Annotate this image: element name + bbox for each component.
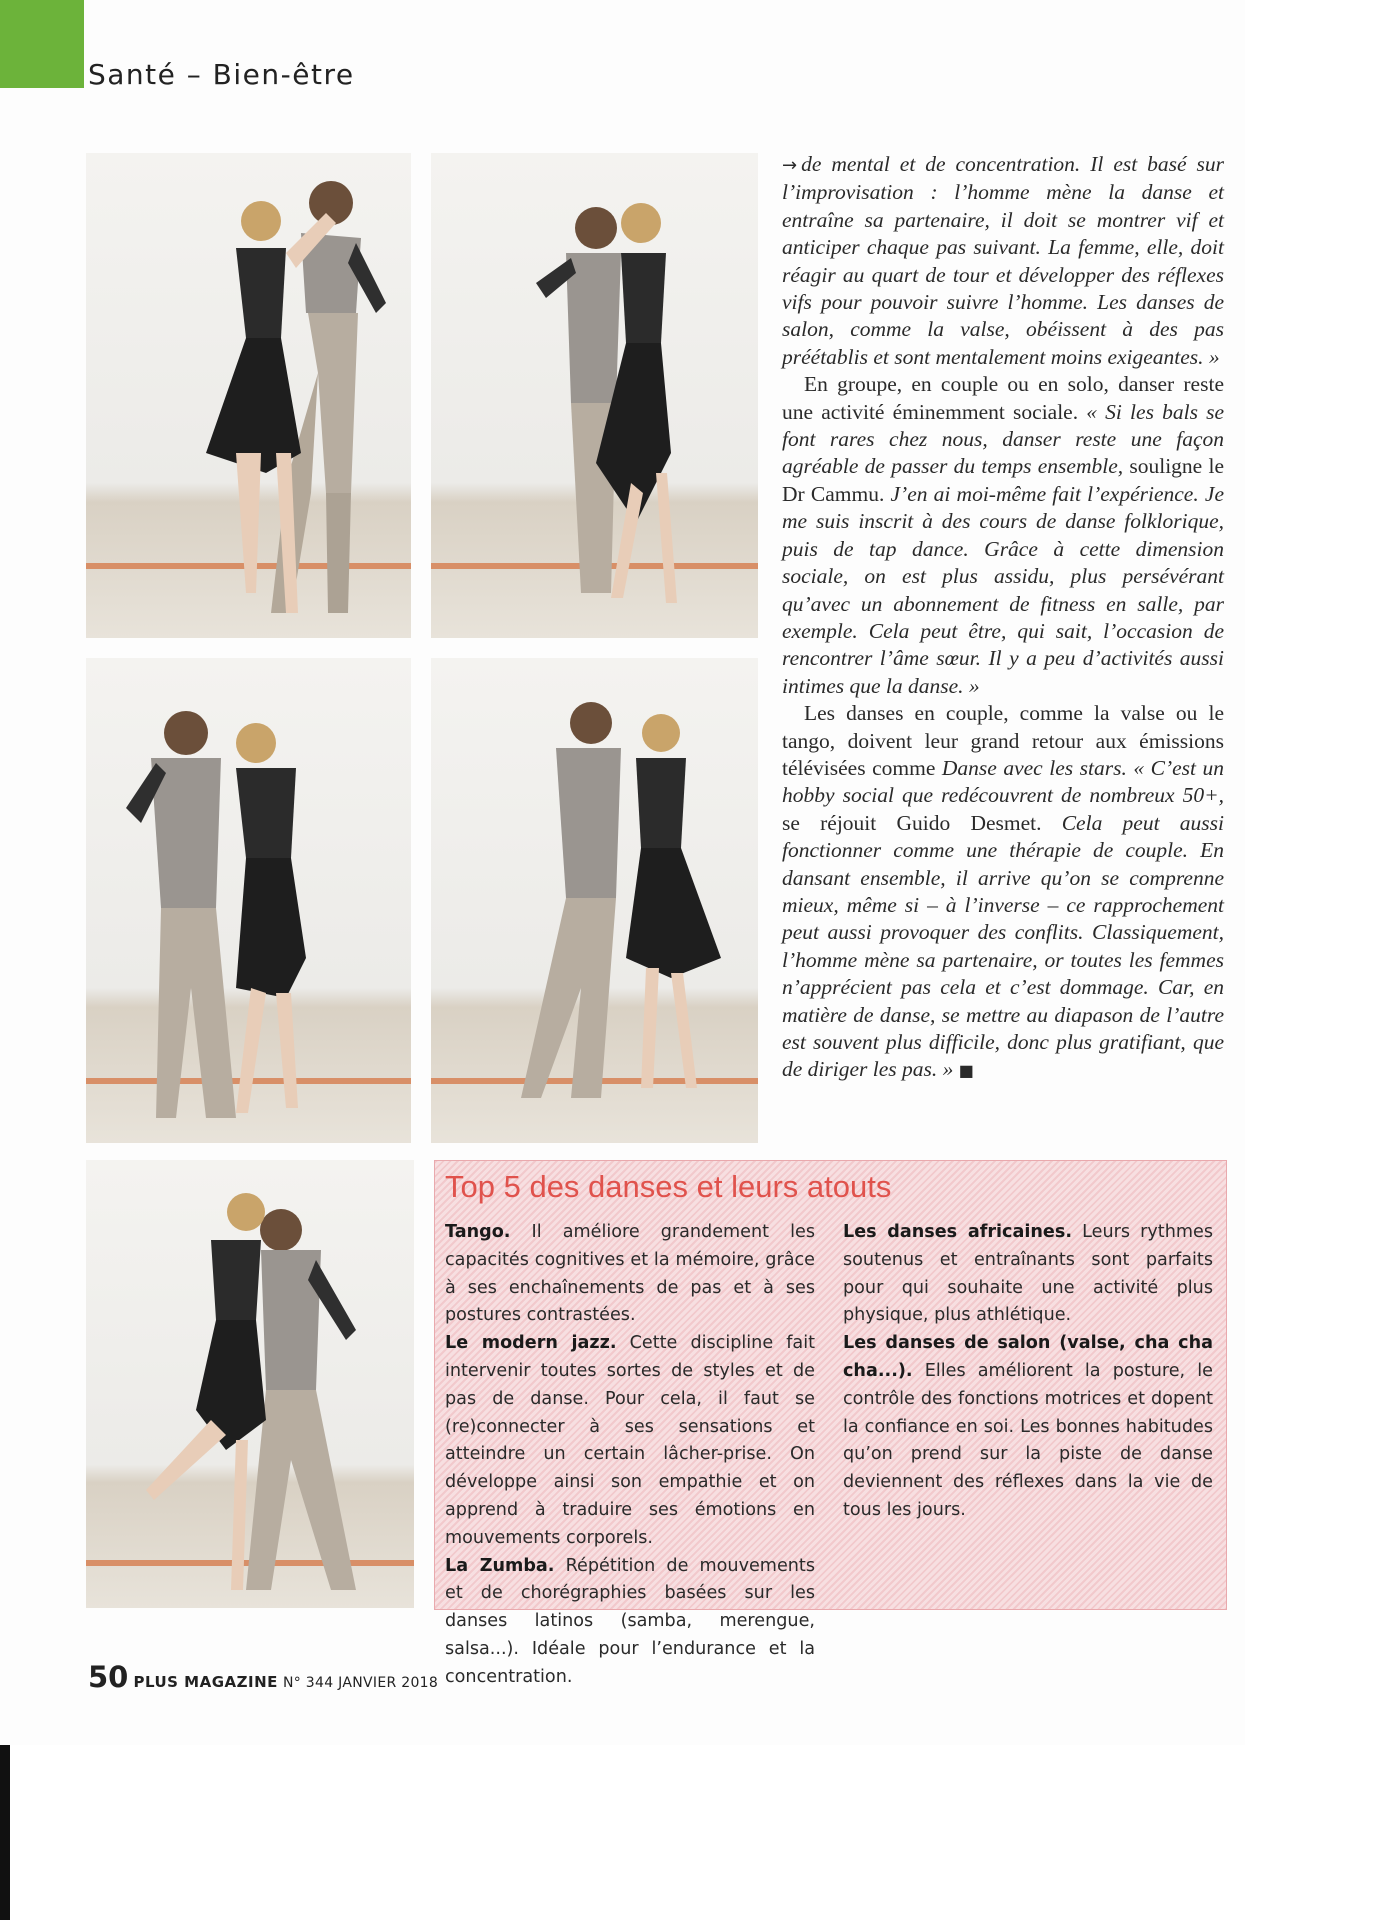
dancing-couple-illustration xyxy=(86,153,411,638)
issue-info: N° 344 JANVIER 2018 xyxy=(282,1675,439,1691)
page-footer xyxy=(88,1660,438,1694)
page-number: 50 xyxy=(88,1660,129,1694)
continuation-arrow-icon: → xyxy=(782,155,798,176)
dance-photo-3 xyxy=(86,658,411,1143)
box-column-left xyxy=(445,1219,815,1692)
dancing-couple-illustration xyxy=(431,658,758,1143)
section-color-tab xyxy=(0,0,84,88)
scan-margin-right xyxy=(1245,0,1398,1920)
dance-photo-1 xyxy=(86,153,411,638)
box-item-modern-jazz: Le modern jazz. Cette discipline fait intervenir toutes sortes de styles et de pas de danse. Pour cela, il faut se (re)connecter à ses sensations et atteindre un certain lâcher-prise. On développe ainsi son empathie et on apprend à traduire ses émotions en mouvements corporels. xyxy=(445,1333,815,1548)
dance-photo-5 xyxy=(86,1160,414,1608)
dancing-couple-illustration xyxy=(431,153,758,638)
scan-margin-bottom xyxy=(0,1745,1245,1920)
scan-binding-edge xyxy=(0,1745,10,1920)
dancing-couple-illustration xyxy=(86,658,411,1143)
box-title: Top 5 des danses et leurs atouts xyxy=(445,1169,892,1204)
article-paragraph-2: En groupe, en couple ou en solo, danser reste une activité éminemment sociale. « Si les bals se font rares chez nous, danser reste une façon agréable de passer du temps ensemble, souligne le Dr Cammu. J’en ai moi-même fait l’expérience. Je me suis inscrit à des cours de danse folklorique, puis de tap dance. Grâce à cette dimension sociale, on est plus assidu, plus persévérant qu’avec un abonnement de fitness en salle, par exemple. Cela peut être, qui sait, l’occasion de rencontrer l’âme sœur. Il y a peu d’activités aussi intimes que la danse. » xyxy=(782,372,1224,698)
top-5-dances-box xyxy=(434,1160,1227,1687)
box-item-african-dances: Les danses africaines. Leurs rythmes soutenus et entraînants sont parfaits pour qui souhaite une activité plus physique, plus athlétique. xyxy=(843,1222,1213,1326)
magazine-name: PLUS MAGAZINE xyxy=(133,1673,278,1691)
box-item-zumba: La Zumba. Répétition de mouvements et de chorégraphies basées sur les danses latinos (samba, merengue, salsa...). Idéale pour l’endurance et la concentration. xyxy=(445,1555,815,1687)
dance-photo-2 xyxy=(431,153,758,638)
section-title: Santé – Bien-être xyxy=(88,58,355,91)
box-column-right xyxy=(843,1219,1213,1525)
end-of-article-icon: ■ xyxy=(958,1061,974,1081)
article-paragraph-1: → de mental et de concentration. Il est basé sur l’improvisation : l’homme mène la danse et entraîne sa partenaire, il doit se montrer vif et anticiper chaque pas suivant. La femme, elle, doit réagir au quart de tour et développer des réflexes vifs pour pouvoir suivre l’homme. Les danses de salon, comme la valse, obéissent à des pas préétablis et sont mentalement moins exigeantes. » xyxy=(782,152,1224,369)
box-item-ballroom-dances: Les danses de salon (valse, cha cha cha...). Elles améliorent la posture, le contrôle des fonctions motrices et dopent la confiance en soi. Les bonnes habitudes qu’on prend sur la piste de danse deviennent des réflexes dans la vie de tous les jours. xyxy=(843,1333,1213,1520)
article-text xyxy=(782,151,1224,1085)
dancing-couple-illustration xyxy=(86,1160,414,1608)
box-item-tango: Tango. Il améliore grandement les capacités cognitives et la mémoire, grâce à ses enchaînements de pas et à ses postures contrastées. xyxy=(445,1222,815,1326)
dance-photo-4 xyxy=(431,658,758,1143)
article-paragraph-3: Les danses en couple, comme la valse ou le tango, doivent leur grand retour aux émissions télévisées comme Danse avec les stars. « C’est un hobby social que redécouvrent de nombreux 50+, se réjouit Guido Desmet. Cela peut aussi fonctionner comme une thérapie de couple. En dansant ensemble, il arrive qu’on se comprenne mieux, même si – à l’inverse – ce rapprochement peut aussi provoquer des conflits. Classiquement, l’homme mène sa partenaire, or toutes les femmes n’apprécient pas cela et c’est dommage. Car, en matière de danse, se mettre au diapason de l’autre est souvent plus difficile, donc plus gratifiant, que de diriger les pas. » ■ xyxy=(782,701,1224,1082)
